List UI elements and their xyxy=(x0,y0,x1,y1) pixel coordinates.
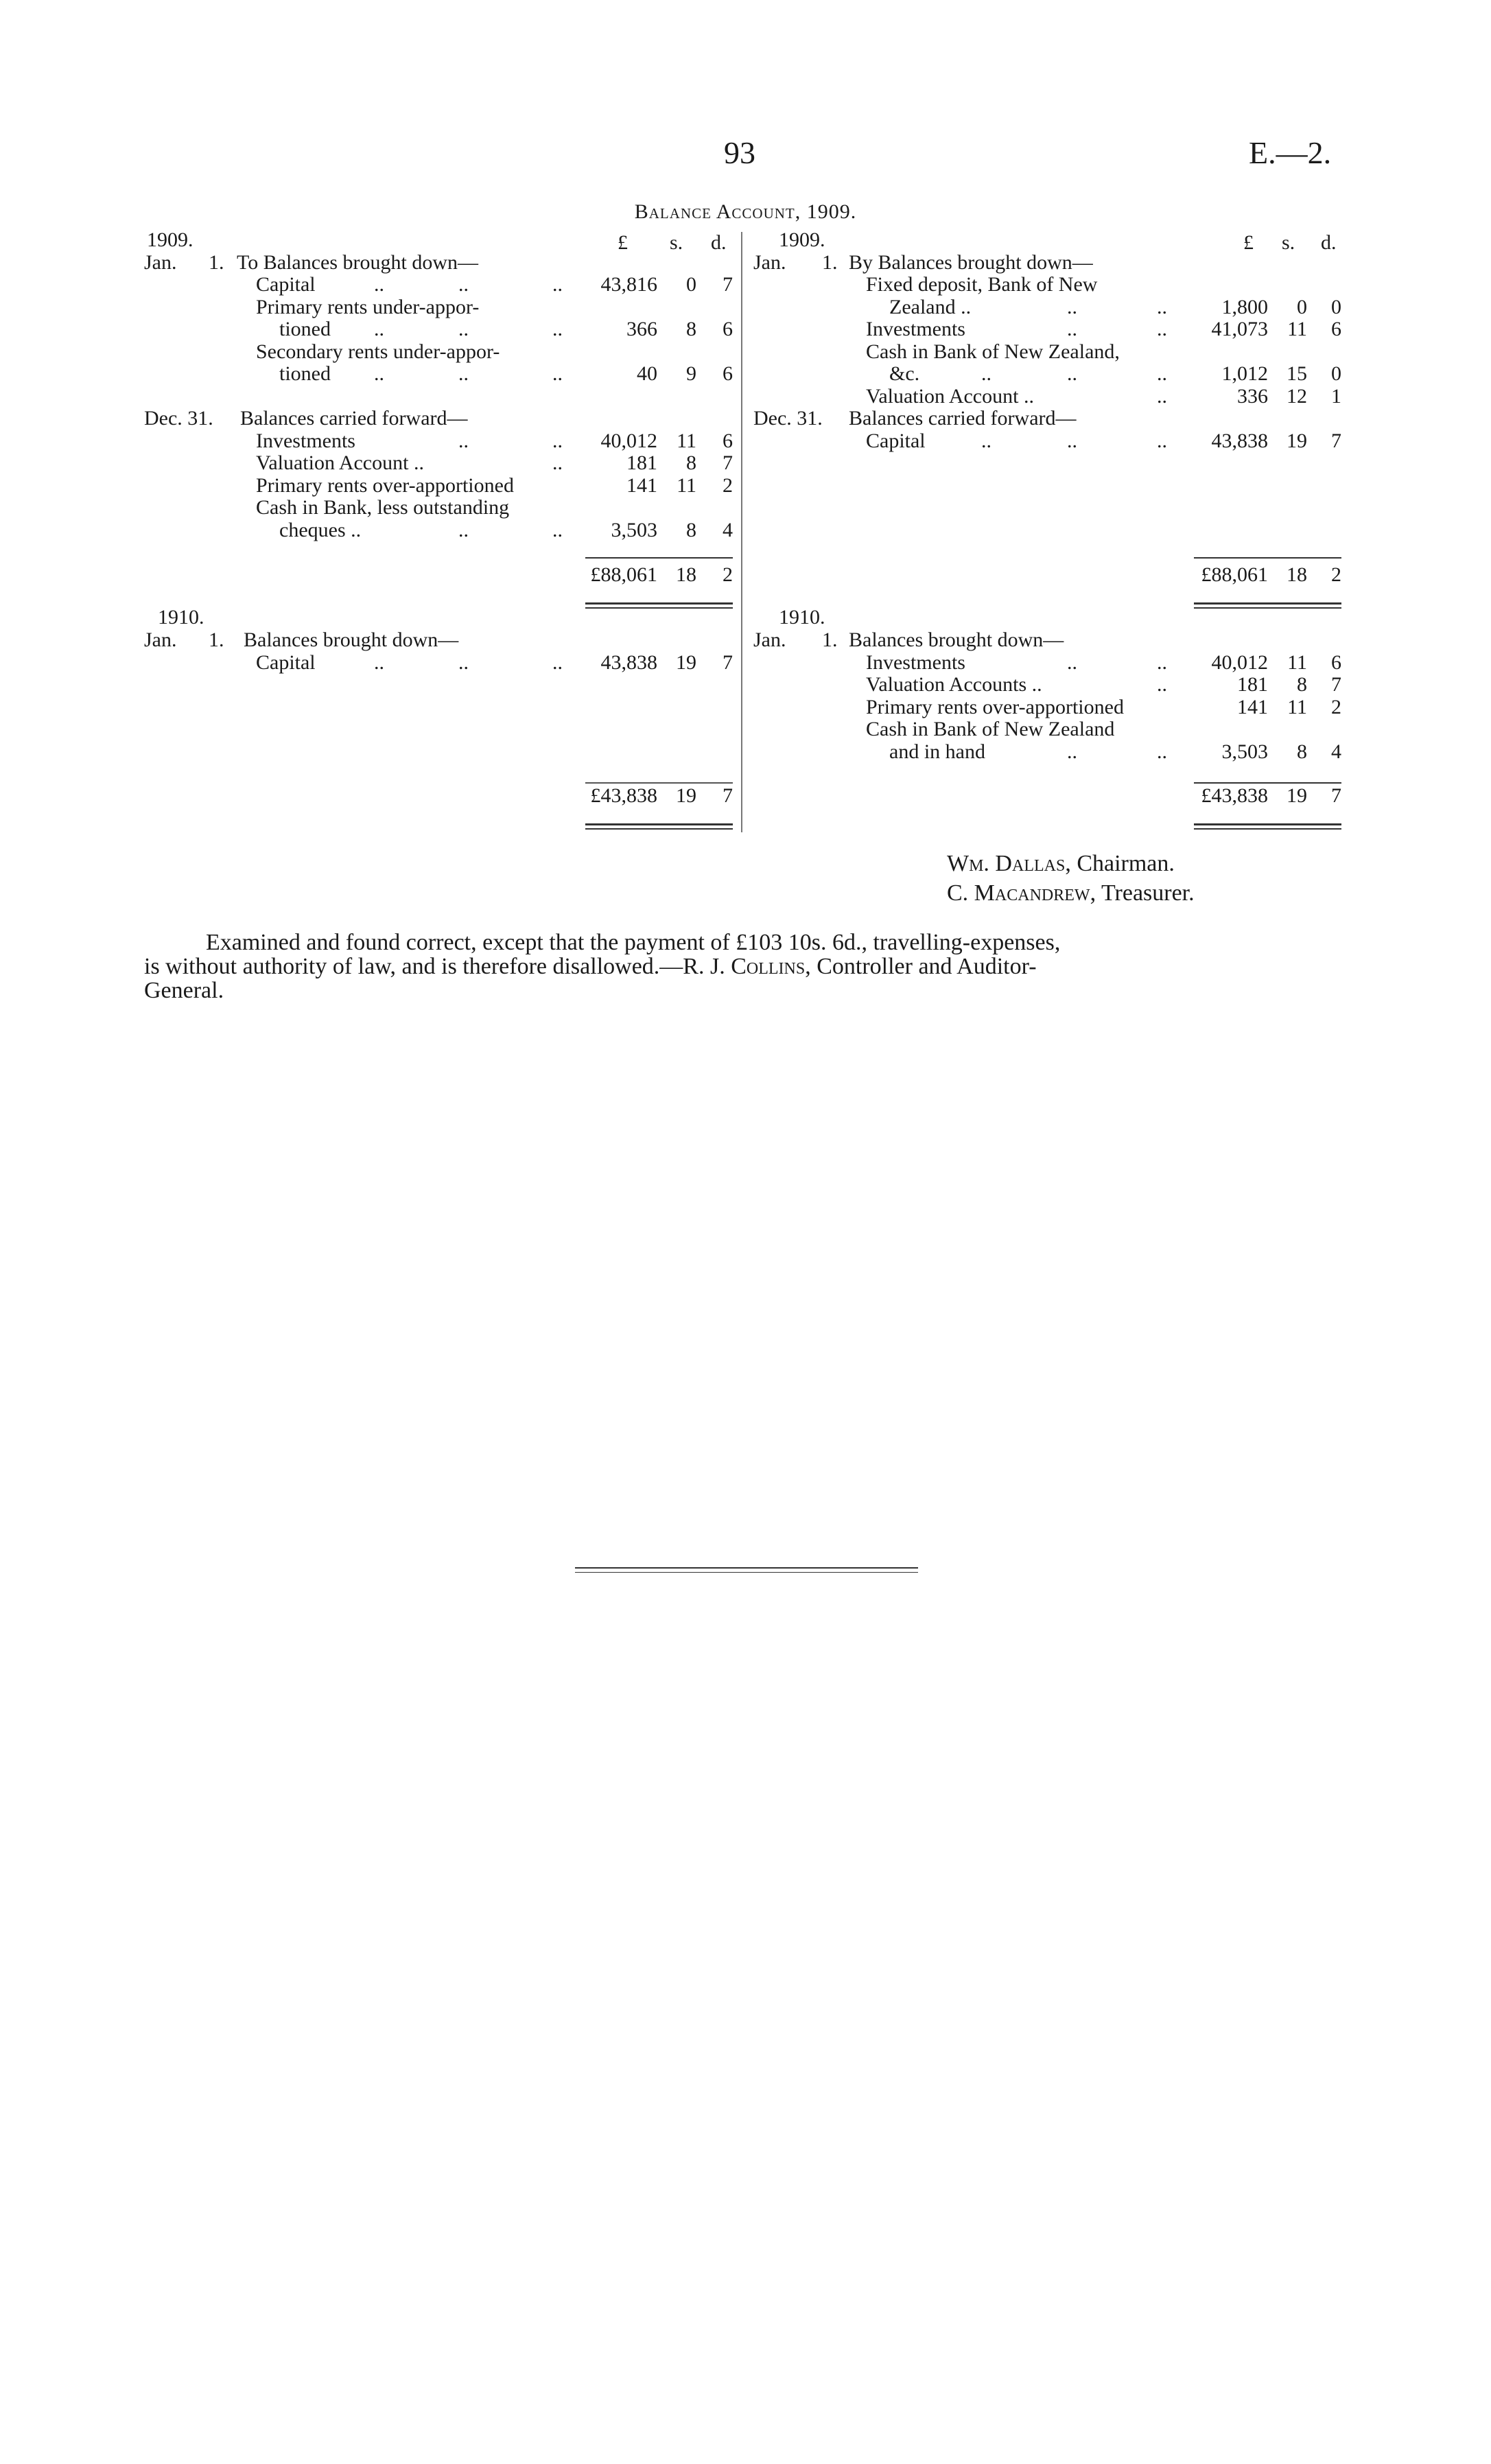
leader-dots: .. xyxy=(458,651,469,674)
double-rule-total-right-2 xyxy=(1194,607,1341,609)
leader-dots: .. xyxy=(552,362,563,385)
shillings-header-right: s. xyxy=(1282,231,1295,254)
amount-pounds: 3,503 xyxy=(1221,740,1268,763)
amount-pounds: 40,012 xyxy=(600,430,657,452)
amount-pounds: 43,838 xyxy=(600,651,657,674)
leader-dots: .. xyxy=(1157,296,1167,318)
rule-above-final-right xyxy=(1194,782,1341,784)
ledger-label: Cash in Bank, less outstanding xyxy=(256,496,510,519)
ledger-label: 1. xyxy=(822,629,838,651)
leader-dots: .. xyxy=(1157,740,1167,763)
amount-shillings: 19 xyxy=(676,651,696,674)
ledger-label: Jan. xyxy=(144,629,177,651)
leader-dots: .. xyxy=(552,273,563,296)
ledger-label: and in hand xyxy=(889,740,985,763)
rule-above-total-right xyxy=(1194,557,1341,559)
amount-shillings: 18 xyxy=(1287,563,1307,586)
end-rule-2 xyxy=(575,1572,918,1573)
double-rule-final-right-2 xyxy=(1194,828,1341,830)
ledger-label: Jan. xyxy=(753,251,786,274)
amount-pence: 7 xyxy=(723,451,733,474)
chairman-name: Wm. Dallas xyxy=(947,851,1066,876)
pence-header-left: d. xyxy=(711,231,727,254)
leader-dots: .. xyxy=(1067,296,1077,318)
double-rule-total-left xyxy=(585,602,733,605)
amount-pounds: 181 xyxy=(626,451,657,474)
leader-dots: .. xyxy=(1157,651,1167,674)
amount-pence: 2 xyxy=(723,563,733,586)
amount-pence: 6 xyxy=(723,362,733,385)
leader-dots: .. xyxy=(1157,318,1167,340)
treasurer-name: C. Macandrew xyxy=(947,880,1090,906)
ledger-label: 1909. xyxy=(779,228,825,251)
ledger-label: Balances carried forward— xyxy=(240,407,468,430)
amount-pence: 7 xyxy=(723,784,733,807)
leader-dots: .. xyxy=(552,318,563,340)
leader-dots: .. xyxy=(552,430,563,452)
amount-shillings: 12 xyxy=(1287,385,1307,408)
account-title: Balance Account, 1909. xyxy=(634,200,857,223)
amount-pounds: 141 xyxy=(626,474,657,497)
treasurer-title: , Treasurer. xyxy=(1090,880,1195,906)
amount-shillings: 8 xyxy=(686,318,696,340)
ledger-label: Primary rents over-apportioned xyxy=(866,696,1124,718)
amount-pounds: £43,838 xyxy=(1201,784,1268,807)
amount-pence: 0 xyxy=(1331,362,1341,385)
leader-dots: .. xyxy=(1067,651,1077,674)
rule-above-total-left xyxy=(585,557,733,559)
auditor-note-line-2: is without authority of law, and is therefore disallowed.— xyxy=(144,954,683,979)
ledger-label: Valuation Account .. xyxy=(256,451,424,474)
ledger-label: Valuation Accounts .. xyxy=(866,673,1042,696)
ledger-label: 1. xyxy=(822,251,838,274)
amount-pounds: 366 xyxy=(626,318,657,340)
ledger-label: Balances brought down— xyxy=(849,629,1064,651)
leader-dots: .. xyxy=(374,273,384,296)
ledger-label: Jan. xyxy=(753,629,786,651)
amount-pence: 6 xyxy=(1331,318,1341,340)
amount-pence: 2 xyxy=(723,474,733,497)
auditor-note-line-3: General. xyxy=(144,978,224,1003)
pence-header-right: d. xyxy=(1321,231,1337,254)
ledger-label: &c. xyxy=(889,362,920,385)
amount-shillings: 0 xyxy=(686,273,696,296)
amount-pence: 7 xyxy=(723,651,733,674)
double-rule-final-left-2 xyxy=(585,828,733,830)
amount-shillings: 11 xyxy=(677,474,696,497)
amount-pence: 2 xyxy=(1331,563,1341,586)
amount-pounds: 1,800 xyxy=(1221,296,1268,318)
amount-pence: 4 xyxy=(1331,740,1341,763)
amount-shillings: 15 xyxy=(1287,362,1307,385)
ledger-label: 1. xyxy=(209,629,224,651)
leader-dots: .. xyxy=(374,651,384,674)
ledger-label: Primary rents under-appor- xyxy=(256,296,480,318)
leader-dots: .. xyxy=(1067,318,1077,340)
ledger-label: Jan. xyxy=(144,251,177,274)
ledger-label: 1909. xyxy=(147,228,193,251)
chairman-title: , Chairman. xyxy=(1065,851,1175,876)
amount-shillings: 8 xyxy=(1297,673,1307,696)
double-rule-final-left xyxy=(585,823,733,825)
ledger-label: Zealand .. xyxy=(889,296,972,318)
amount-pence: 6 xyxy=(723,318,733,340)
ledger-label: Investments xyxy=(866,318,965,340)
amount-pence: 7 xyxy=(1331,430,1341,452)
leader-dots: .. xyxy=(1157,385,1167,408)
pounds-header-left: £ xyxy=(618,231,628,254)
leader-dots: .. xyxy=(1157,362,1167,385)
signature-chairman xyxy=(947,851,1175,877)
ledger-label: Dec. 31. xyxy=(753,407,823,430)
leader-dots: .. xyxy=(458,362,469,385)
auditor-note-line-1: Examined and found correct, except that the payment of £103 10s. 6d., travelling-expenses, xyxy=(206,930,1061,955)
amount-pounds: 43,816 xyxy=(600,273,657,296)
leader-dots: .. xyxy=(1067,362,1077,385)
amount-pounds: 3,503 xyxy=(611,519,657,541)
leader-dots: .. xyxy=(458,273,469,296)
amount-shillings: 11 xyxy=(1287,651,1307,674)
leader-dots: .. xyxy=(458,519,469,541)
pounds-header-right: £ xyxy=(1243,231,1254,254)
ledger-label: Capital xyxy=(866,430,926,452)
amount-pence: 7 xyxy=(723,273,733,296)
amount-shillings: 19 xyxy=(1287,784,1307,807)
ledger-label: Valuation Account .. xyxy=(866,385,1034,408)
amount-shillings: 11 xyxy=(677,430,696,452)
ledger-label: Investments xyxy=(256,430,355,452)
ledger-label: To Balances brought down— xyxy=(237,251,479,274)
ledger-label: Balances carried forward— xyxy=(849,407,1077,430)
amount-pounds: £88,061 xyxy=(1201,563,1268,586)
amount-pounds: 1,012 xyxy=(1221,362,1268,385)
amount-pence: 7 xyxy=(1331,673,1341,696)
amount-shillings: 8 xyxy=(1297,740,1307,763)
document-code: E.—2. xyxy=(1249,135,1332,170)
leader-dots: .. xyxy=(458,318,469,340)
amount-pence: 0 xyxy=(1331,296,1341,318)
auditor-name: R. J. Collins xyxy=(683,954,806,979)
amount-pounds: 40 xyxy=(637,362,657,385)
amount-shillings: 11 xyxy=(1287,318,1307,340)
leader-dots: .. xyxy=(1067,430,1077,452)
column-divider xyxy=(741,232,742,832)
ledger-label: Dec. 31. xyxy=(144,407,213,430)
ledger-label: 1910. xyxy=(779,606,825,629)
shillings-header-left: s. xyxy=(670,231,683,254)
double-rule-total-left-2 xyxy=(585,607,733,609)
ledger-label: 1910. xyxy=(158,606,204,629)
ledger-label: Secondary rents under-appor- xyxy=(256,340,500,363)
ledger-label: Cash in Bank of New Zealand, xyxy=(866,340,1120,363)
amount-shillings: 11 xyxy=(1287,696,1307,718)
amount-pence: 4 xyxy=(723,519,733,541)
leader-dots: .. xyxy=(552,451,563,474)
leader-dots: .. xyxy=(458,430,469,452)
ledger-label: Capital xyxy=(256,273,316,296)
leader-dots: .. xyxy=(1067,740,1077,763)
amount-pounds: £43,838 xyxy=(590,784,657,807)
amount-shillings: 19 xyxy=(1287,430,1307,452)
amount-pence: 6 xyxy=(723,430,733,452)
leader-dots: .. xyxy=(1157,430,1167,452)
double-rule-total-right xyxy=(1194,602,1341,605)
leader-dots: .. xyxy=(374,318,384,340)
amount-pence: 2 xyxy=(1331,696,1341,718)
ledger-label: Balances brought down— xyxy=(244,629,459,651)
leader-dots: .. xyxy=(374,362,384,385)
amount-pence: 7 xyxy=(1331,784,1341,807)
ledger-label: Cash in Bank of New Zealand xyxy=(866,718,1115,740)
amount-pounds: 141 xyxy=(1237,696,1268,718)
amount-shillings: 18 xyxy=(676,563,696,586)
double-rule-final-right xyxy=(1194,823,1341,825)
amount-shillings: 19 xyxy=(676,784,696,807)
ledger-label: By Balances brought down— xyxy=(849,251,1093,274)
leader-dots: .. xyxy=(552,519,563,541)
amount-pounds: 40,012 xyxy=(1211,651,1268,674)
leader-dots: .. xyxy=(552,651,563,674)
leader-dots: .. xyxy=(981,430,991,452)
ledger-label: Investments xyxy=(866,651,965,674)
ledger-label: 1. xyxy=(209,251,224,274)
leader-dots: .. xyxy=(981,362,991,385)
leader-dots: .. xyxy=(1157,673,1167,696)
auditor-note xyxy=(144,930,1341,1002)
auditor-note-line-2-end: , Controller and Auditor- xyxy=(805,954,1037,979)
signature-treasurer xyxy=(947,880,1195,906)
amount-shillings: 0 xyxy=(1297,296,1307,318)
ledger-label: Capital xyxy=(256,651,316,674)
ledger-label: Fixed deposit, Bank of New xyxy=(866,273,1098,296)
ledger-label: tioned xyxy=(279,362,331,385)
amount-pounds: 181 xyxy=(1237,673,1268,696)
rule-above-final-left xyxy=(585,782,733,784)
end-rule xyxy=(575,1567,918,1569)
amount-shillings: 9 xyxy=(686,362,696,385)
amount-pounds: £88,061 xyxy=(590,563,657,586)
amount-shillings: 8 xyxy=(686,519,696,541)
ledger-label: tioned xyxy=(279,318,331,340)
amount-pence: 1 xyxy=(1331,385,1341,408)
amount-pence: 6 xyxy=(1331,651,1341,674)
ledger-label: Primary rents over-apportioned xyxy=(256,474,514,497)
ledger-label: cheques .. xyxy=(279,519,362,541)
amount-pounds: 336 xyxy=(1237,385,1268,408)
amount-pounds: 43,838 xyxy=(1211,430,1268,452)
amount-pounds: 41,073 xyxy=(1211,318,1268,340)
page-number: 93 xyxy=(724,135,755,170)
amount-shillings: 8 xyxy=(686,451,696,474)
